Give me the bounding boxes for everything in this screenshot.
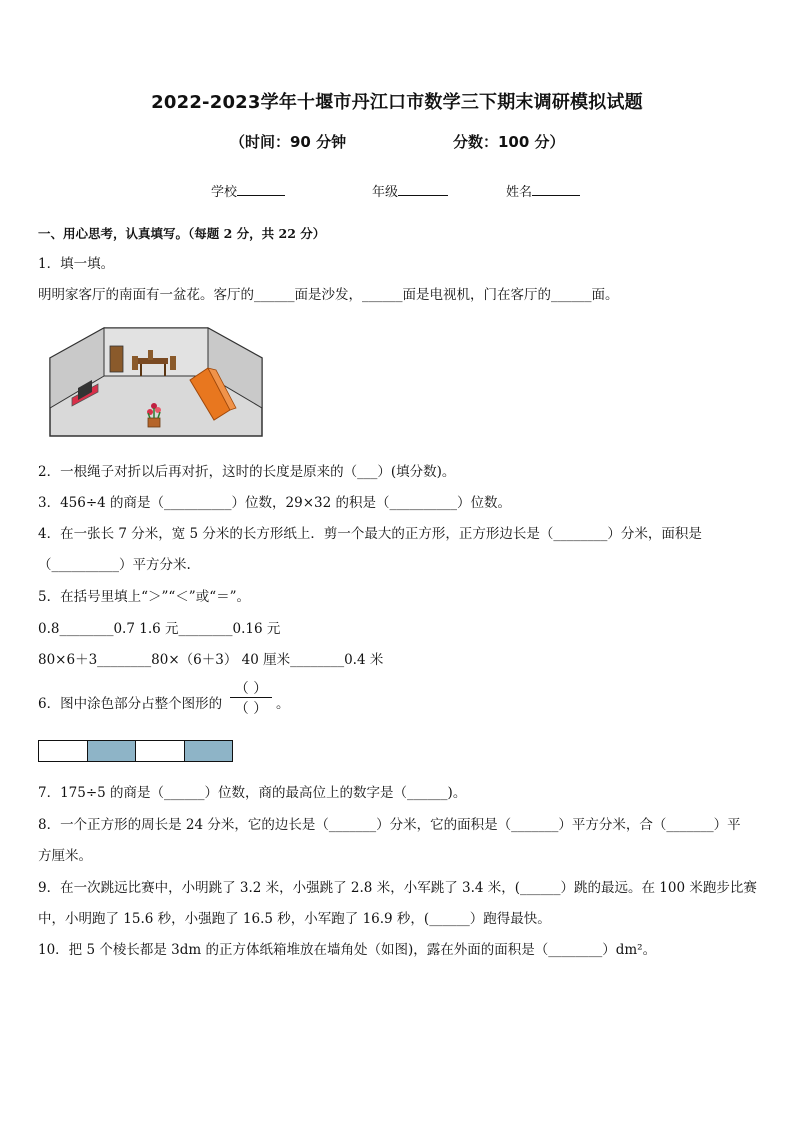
bar-segment-shaded <box>184 741 233 761</box>
question-5-row-2: 80×6＋3________80×（6＋3） 40 厘米________0.4 米 <box>38 652 384 668</box>
question-6: 6．图中涂色部分占整个图形的 <box>38 696 223 712</box>
grade-label: 年级 <box>372 185 399 200</box>
question-5-row-1: 0.8________0.7 1.6 元________0.16 元 <box>38 621 281 637</box>
living-room-figure <box>48 322 266 440</box>
question-5: 5．在括号里填上“＞”“＜”或“＝”。 <box>38 589 250 605</box>
school-field[interactable] <box>211 181 285 200</box>
question-10: 10．把 5 个棱长都是 3dm 的正方体纸箱堆放在墙角处（如图)，露在外面的面积是（________）dm²。 <box>38 942 657 958</box>
page-title: 2022-2023学年十堰市丹江口市数学三下期末调研模拟试题 <box>151 92 643 113</box>
name-label: 姓名 <box>506 185 533 200</box>
question-7: 7．175÷5 的商是（______）位数，商的最高位上的数字是（______)。 <box>38 785 467 801</box>
school-blank[interactable] <box>237 183 285 196</box>
question-9: 9．在一次跳远比赛中，小明跳了 3.2 米，小强跳了 2.8 米，小军跳了 3.4 米，(______）跳的最远。在 100 米跑步比赛 <box>38 880 757 896</box>
question-1-text: 明明家客厅的南面有一盆花。客厅的______面是沙发，______面是电视机，门在客厅的______面。 <box>38 287 619 303</box>
name-field[interactable] <box>506 181 580 200</box>
question-2: 2．一根绳子对折以后再对折，这时的长度是原来的（___）(填分数)。 <box>38 464 456 480</box>
question-9-cont: 中，小明跑了 15.6 秒，小强跑了 16.5 秒，小军跑了 16.9 秒，(______）跑得最快。 <box>38 911 551 927</box>
question-6-end: 。 <box>276 696 290 712</box>
bar-segment-shaded <box>87 741 136 761</box>
door-icon <box>110 346 123 372</box>
exam-score: 分数：100 分） <box>453 133 565 151</box>
fraction-answer[interactable] <box>228 678 274 718</box>
question-8: 8．一个正方形的周长是 24 分米，它的边长是（_______）分米，它的面积是（_______）平方分米，合（_______）平 <box>38 817 741 833</box>
fraction-numerator[interactable]: （ ） <box>234 681 268 697</box>
question-1: 1．填一填。 <box>38 256 115 272</box>
question-4-cont: （__________）平方分米. <box>38 557 191 573</box>
name-blank[interactable] <box>532 183 580 196</box>
question-8-cont: 方厘米。 <box>38 848 92 864</box>
fraction-denominator[interactable]: （ ） <box>234 701 268 717</box>
question-4: 4．在一张长 7 分米，宽 5 分米的长方形纸上．剪一个最大的正方形，正方形边长是（________）分米，面积是 <box>38 526 702 542</box>
bar-segment <box>39 741 87 761</box>
shaded-bar-figure <box>38 740 233 762</box>
bar-segment <box>135 741 184 761</box>
grade-blank[interactable] <box>398 183 448 196</box>
grade-field[interactable] <box>372 181 448 200</box>
section-heading: 一、用心思考，认真填写。（每题 2 分，共 22 分） <box>38 226 326 241</box>
school-label: 学校 <box>211 185 238 200</box>
question-3: 3．456÷4 的商是（__________）位数，29×32 的积是（__________）位数。 <box>38 495 512 511</box>
exam-time: （时间：90 分钟 <box>230 133 347 151</box>
